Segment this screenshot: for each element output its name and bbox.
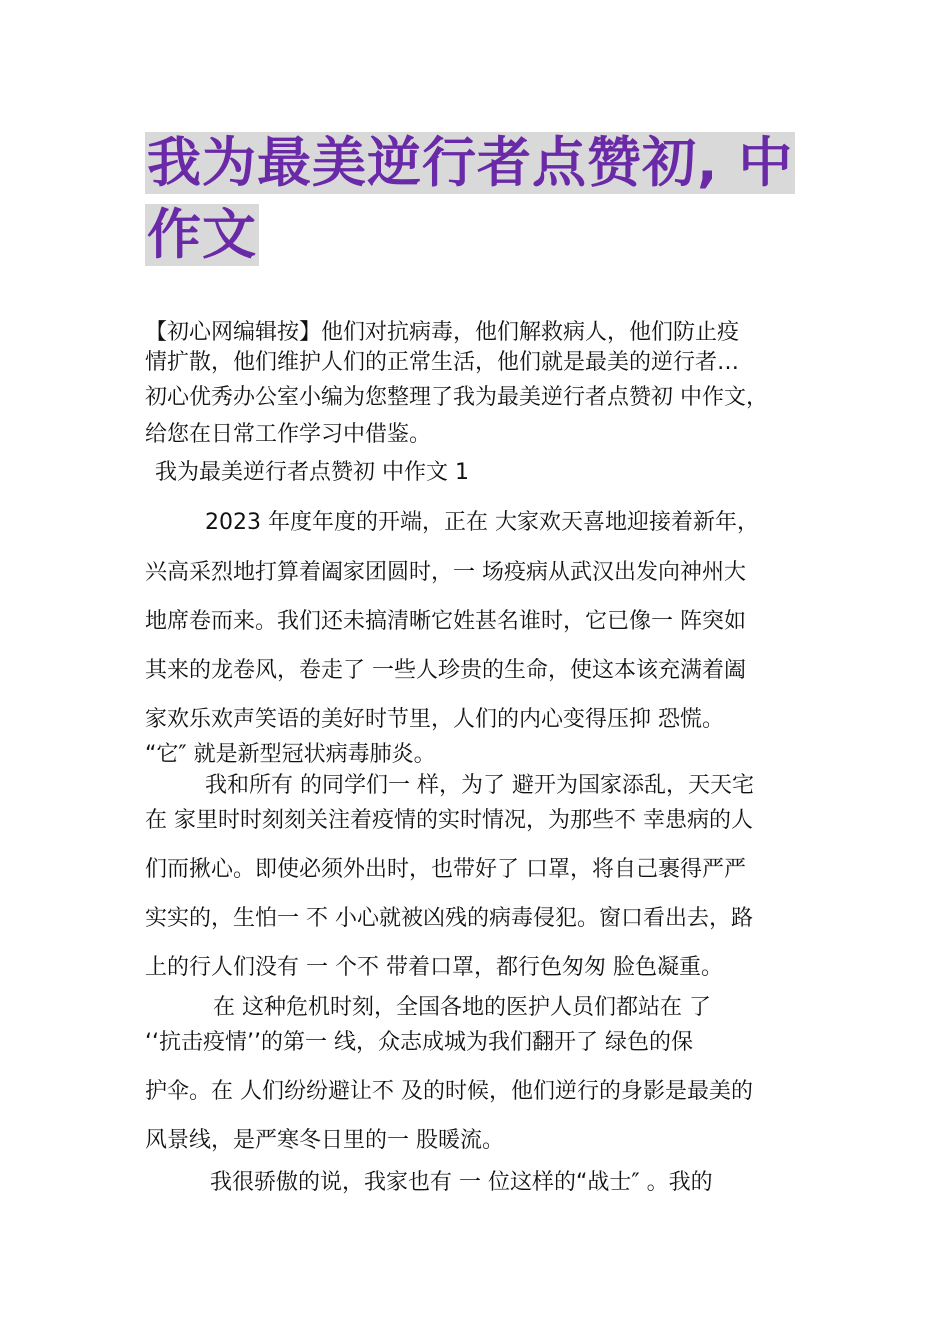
body-line: 2023 年度年度的开端，正在 大家欢天喜地迎接着新年， <box>205 510 759 535</box>
intro-line: 初心优秀办公室小编为您整理了我为最美逆行者点赞初 中作文， <box>145 385 768 410</box>
body-line: 们而揪心。即使必须外出时，也带好了 口罩，将自己裹得严严 <box>145 857 746 882</box>
body-line: ‘‘抗击疫情’’的第一 线，众志成城为我们翻开了 绿色的保 <box>145 1030 693 1055</box>
body-line: 在 这种危机时刻，全国各地的医护人员们都站在 了 <box>213 995 711 1020</box>
body-line: 我和所有 的同学们一 样，为了 避开为国家添乱，天天宅 <box>205 773 754 798</box>
body-line: 护伞。在 人们纷纷避让不 及的时候，他们逆行的身影是最美的 <box>145 1079 753 1104</box>
intro-line: 给您在日常工作学习中借鉴。 <box>145 422 432 447</box>
body-line: 其来的龙卷风，卷走了 一些人珍贵的生命，使这本该充满着阖 <box>145 658 746 683</box>
body-line: 家欢乐欢声笑语的美好时节里，人们的内心变得压抑 恐慌。 <box>145 707 724 732</box>
document-title-line-2: 作文 <box>147 203 257 266</box>
body-line: 上的行人们没有 一 个不 带着口罩，都行色匆匆 脸色凝重。 <box>145 955 723 980</box>
body-line: 实实的，生怕一 不 小心就被凶残的病毒侵犯。窗口看出去，路 <box>145 906 753 931</box>
body-line: “它″ 就是新型冠状病毒肺炎。 <box>145 742 436 767</box>
document-title-line-1: 我为最美逆行者点赞初, 中 <box>147 131 794 194</box>
body-line: 兴高采烈地打算着阖家团圆时，一 场疫病从武汉出发向神州大 <box>145 560 746 585</box>
intro-line: 【初心网编辑按】他们对抗病毒，他们解救病人，他们防止疫 <box>145 320 740 345</box>
body-line: 在 家里时时刻刻关注着疫情的实时情况，为那些不 幸患病的人 <box>145 808 753 833</box>
body-line: 我很骄傲的说，我家也有 一 位这样的“战士″ 。我的 <box>210 1170 713 1195</box>
body-line: 地席卷而来。我们还未搞清晰它姓甚名谁时，它已像一 阵突如 <box>145 609 746 634</box>
section-subheading: 我为最美逆行者点赞初 中作文 1 <box>155 460 469 485</box>
body-line: 风景线，是严寒冬日里的一 股暖流。 <box>145 1128 504 1153</box>
intro-line: 情扩散，他们维护人们的正常生活，他们就是最美的逆行者… <box>145 350 740 375</box>
